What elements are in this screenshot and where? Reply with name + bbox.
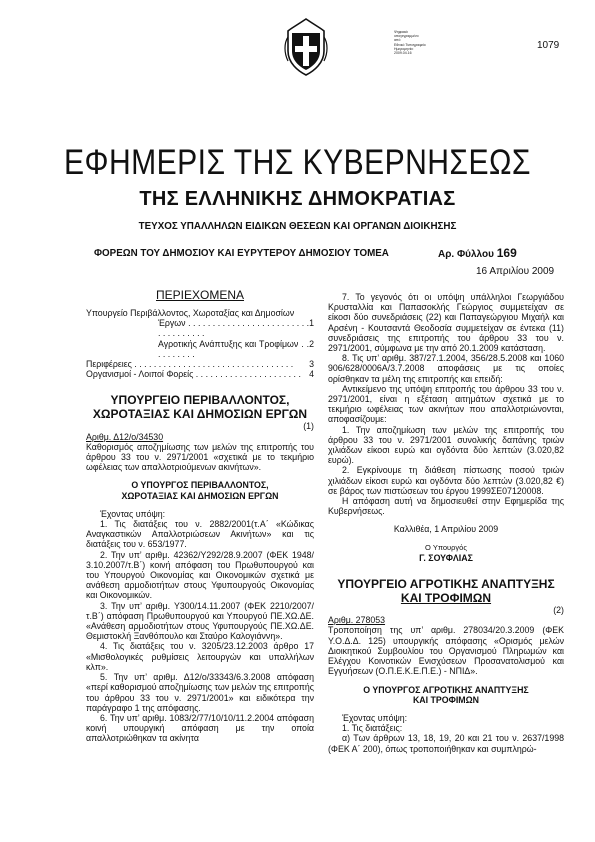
having-regard: Έχοντας υπόψη: — [100, 508, 166, 519]
sheet-number: Αρ. Φύλλου 169 — [438, 246, 517, 260]
decision-title: Καθορισμός αποζημίωσης των μελών της επιτροπής του άρθρου 33 του ν. 2971/2001 «σχετικά με το τεκμήριο ωφέλειας των απαλλοτριούμενων ακινήτων». — [86, 441, 314, 473]
toc-heading: ΠΕΡΙΕΧΟΜΕΝΑ — [155, 288, 245, 302]
toc-row: Έργων . . . . . . . . . . . . . . . . . . . . . . . . . . . . . . . . . . . 1 — [158, 318, 314, 339]
recital-item: 4. Τις διατάξεις του ν. 3205/23.12.2003 άρθρο 17 «Μισθολογικές ρυθμίσεις λειτουργών και υπαλλήλων κλπ». — [86, 641, 314, 672]
left-column — [86, 288, 314, 744]
publication-note: Η απόφαση αυτή να δημοσιευθεί στην Εφημερίδα της Κυβερνήσεως. — [328, 496, 564, 517]
issue-date: 16 Απριλίου 2009 — [476, 266, 555, 277]
issue-line-1: ΤΕΥΧΟΣ ΥΠΑΛΛΗΛΩΝ ΕΙΔΙΚΩΝ ΘΕΣΕΩΝ ΚΑΙ ΟΡΓΑΝΩΝ ΔΙΟΙΚΗΣΗΣ — [138, 221, 457, 232]
recital-item: 8. Τις υπ’ αριθμ. 387/27.1.2004, 356/28.5.2008 και 1060 906/628/0006Α/3.7.2008 αποφάσεις με τις οποίες ορίσθηκαν τα μέλη της επιτροπής και επειδή: — [328, 353, 564, 384]
ministry-heading: ΥΠΟΥΡΓΕΙΟ ΠΕΡΙΒΑΛΛΟΝΤΟΣ, ΧΩΡΟΤΑΞΙΑΣ ΚΑΙ ΔΗΜΟΣΙΩΝ ΕΡΓΩΝ — [92, 393, 308, 422]
issue-line-2: ΦΟΡΕΩΝ ΤΟΥ ΔΗΜΟΣΙΟΥ ΚΑΙ ΕΥΡΥΤΕΡΟΥ ΔΗΜΟΣΙΟΥ ΤΟΜΕΑ — [94, 248, 389, 259]
recital-item: 7. Το γεγονός ότι οι υπόψη υπάλληλοι Γεωργιάδου Κρυσταλλία και Παπασοκλής Γεώργιος συμμετείχαν σε είκοσι δύο συνεδριάσεις (22) και Παπαγεώργιου Μιχαήλ και Αρσένη - Κουτσαντά Θεοδοσία συμμετείχαν σε έντεκα (11) συνεδριάσεις της επιτροπής του άρθρου 33 του ν. 2971/2001, σύμφωνα με την από 20.1.2009 κατάσταση. — [328, 292, 564, 354]
page-number: 1079 — [537, 40, 560, 51]
minister-heading: Ο ΥΠΟΥΡΓΟΣ ΑΓΡΟΤΙΚΗΣ ΑΝΑΠΤΥΞΗΣ ΚΑΙ ΤΡΟΦΙΜΩΝ — [363, 684, 529, 705]
signer-name: Γ. ΣΟΥΦΛΙΑΣ — [419, 552, 473, 563]
decision-paragraph: 2. Εγκρίνουμε τη διάθεση πίστωσης ποσού τριών χιλιάδων είκοσι ευρώ και ογδόντα δύο λεπτών (3.020,82 €) σε βάρος των πιστώσεων του έργου 1999ΣΕ07120008. — [328, 465, 564, 496]
digital-signature-stamp: Ψηφιακά υπογεγραμμένο από Εθνικό Τυπογραφείο Ημερομηνία: 2009.04.16 — [394, 30, 426, 56]
minister-heading: Ο ΥΠΟΥΡΓΟΣ ΠΕΡΙΒΑΛΛΟΝΤΟΣ, ΧΩΡΟΤΑΞΙΑΣ ΚΑΙ ΔΗΜΟΣΙΩΝ ΕΡΓΩΝ — [121, 480, 279, 501]
place-date: Καλλιθέα, 1 Απριλίου 2009 — [393, 524, 499, 535]
decision-paragraph: 1. Την αποζημίωση των μελών της επιτροπής του άρθρου 33 του ν. 2971/2001 συνολικής δαπάνης τριών χιλιάδων είκοσι ευρώ και ογδόντα δύο λεπτών (3.020,82 ευρώ). — [328, 424, 564, 466]
decision-title: Τροποποίηση της υπ’ αριθμ. 278034/20.3.2009 (ΦΕΚ Υ.Ο.Δ.Δ. 125) υπουργικής απόφασης «Ορισμός μελών Διοικητικού Συμβουλίου του Οργανισμού Πληρωμών και Ελέγχου Κοινοτικών Ενισχύσεων Προσανατολισμού και Εγγυήσεων (Ο.Π.Ε.Κ.Ε.Π.Ε.) - ΝΠΙΔ». — [328, 625, 564, 677]
recital-item: 6. Την υπ’ αριθμ. 1083/2/77/10/10/11.2.2004 απόφαση κοινή υπουργική απόφαση με την οποία απαλλοτριώθηκαν τα ακίνητα — [86, 712, 314, 744]
toc-row: Αγροτικής Ανάπτυξης και Τροφίμων . . . . . . . . . . 2 — [158, 338, 314, 359]
decision-ref-number: (1) — [303, 421, 314, 432]
decision-paragraph: Αντικείμενο της υπόψη επιτροπής του άρθρου 33 του ν. 2971/2001, είναι η εξέταση αιτημάτων σχετικά με το τεκμήριο ωφέλειας των ακινήτων που απαλλοτριώνονται, αποφασίζουμε: — [328, 383, 564, 425]
signer-role: Ο Υπουργός — [425, 542, 467, 552]
recital-item: α) Των άρθρων 13, 18, 19, 20 και 21 του ν. 2637/1998 (ΦΕΚ Α΄ 200), όπως τροποποιήθηκαν και συμπληρώ- — [328, 733, 564, 754]
gazette-title: ΕΦΗΜΕΡΙΣ ΤΗΣ ΚΥΒΕΡΝΗΣΕΩΣ — [64, 143, 531, 182]
right-column — [328, 292, 564, 754]
toc-row: Υπουργείο Περιβάλλοντος, Χωροταξίας και Δημοσίων — [86, 308, 295, 318]
decision-number: Αριθμ. 278053 — [328, 615, 386, 626]
decision-ref-number: (2) — [553, 605, 564, 616]
decision-number: Αριθμ. Δ12/ο/34530 — [86, 431, 164, 442]
recital-item: 1. Τις διατάξεις του ν. 2882/2001(τ.Α΄ «Κώδικας Αναγκαστικών Απαλλοτριώσεων Ακινήτων» και τις διατάξεις του ν. 653/1977. — [86, 519, 314, 550]
having-regard: Έχοντας υπόψη: — [342, 712, 408, 723]
ministry-heading: ΥΠΟΥΡΓΕΙΟ ΑΓΡΟΤΙΚΗΣ ΑΝΑΠΤΥΞΗΣ ΚΑΙ ΤΡΟΦΙΜΩΝ — [337, 577, 555, 606]
toc-row: Περιφέρειες . . . . . . . . . . . . . . . . . . . . . . . . . . . . . . . . . 3 — [86, 359, 314, 370]
greek-coat-of-arms-icon — [284, 17, 328, 77]
recital-item: 2. Την υπ’ αριθμ. 42362/Υ292/28.9.2007 (ΦΕΚ 1948/ 3.10.2007/τ.Β΄) κοινή απόφαση του Πρωθυπουργού και του Υπουργού Οικονομίας και Οικονομικών σχετικά με ανάθεση αρμοδιοτήτων στους Υφυπουργούς Οικονομίας και Οικονομικών. — [86, 549, 314, 601]
recital-item: 1. Τις διατάξεις: — [342, 723, 403, 734]
gazette-subtitle: ΤΗΣ ΕΛΛΗΝΙΚΗΣ ΔΗΜΟΚΡΑΤΙΑΣ — [139, 188, 456, 210]
recital-item: 5. Την υπ’ αριθμ. Δ12/ο/33343/6.3.2008 απόφαση «περί καθορισμού αποζημίωσης των μελών της επιτροπής του άρθρου 33 του ν. 2971/2001» και ειδικότερα την παράγραφο 1 της απόφασης. — [86, 672, 314, 713]
toc-row: Οργανισμοί - Λοιποί Φορείς . . . . . . . . . . . . . . . . . . . . . . 4 — [86, 369, 314, 380]
recital-item: 3. Την υπ’ αριθμ. Υ300/14.11.2007 (ΦΕΚ 2210/2007/τ.Β΄) απόφαση Πρωθυπουργού και Υπουργού ΠΕ.ΧΩ.ΔΕ. «Ανάθεση αρμοδιοτήτων στους Υφυπουργούς ΠΕ.ΧΩ.ΔΕ. Θεμιστοκλή Ξανθόπουλο και Σταύρο Καλογιάννη». — [86, 600, 314, 642]
